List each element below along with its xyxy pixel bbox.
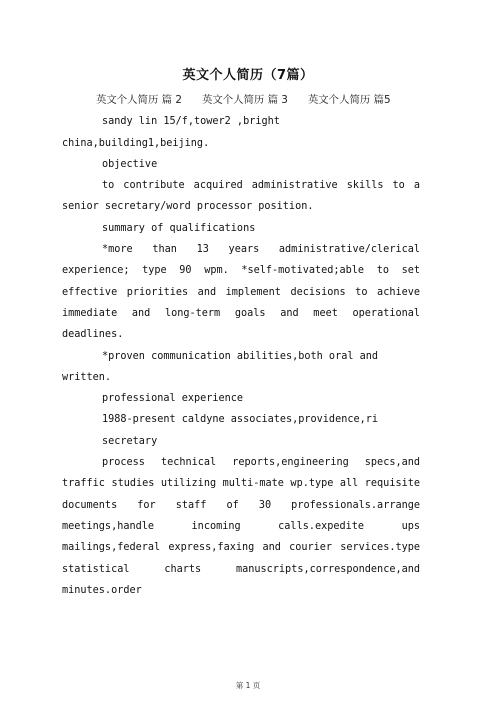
related-link-2[interactable]: 英文个人简历 篇 2 xyxy=(96,94,182,106)
paragraph-address: sandy lin 15/f,tower2 ,bright china,building1,beijing. xyxy=(62,116,280,149)
paragraph-job-title: secretary xyxy=(102,435,158,447)
page-title: 英文个人简历（7篇） xyxy=(182,68,314,83)
paragraph-objective: to contribute acquired administrative skills to a senior secretary/word processor position. xyxy=(62,180,420,213)
paragraph-duties: process technical reports,engineering specs,and traffic studies utilizing multi-mate wp.type all requisite documents for staff of 30 professionals.arrange meetings,handle incoming calls.expedite ups mailings,federal express,faxing and courier services.type statistical charts manuscripts,correspondence,and minutes.order xyxy=(62,457,420,596)
related-link-3[interactable]: 英文个人简历 篇 3 xyxy=(201,94,288,106)
paragraph-summary: *more than 13 years administrative/clerical experience; type 90 wpm. *self-motivated;able to set effective priorities and implement decisions to achieve immediate and long-term goals and meet operational deadlines. xyxy=(62,244,420,341)
related-link-5[interactable]: 英文个人简历 篇5 xyxy=(307,94,391,106)
paragraph-communication: *proven communication abilities,both oral and written. xyxy=(62,350,379,383)
document-body xyxy=(62,90,420,601)
related-links xyxy=(62,90,420,111)
paragraph-employer: 1988-present caldyne associates,providence,ri xyxy=(102,414,379,426)
paragraph-experience-heading: professional experience xyxy=(102,393,244,405)
paragraph-summary-heading: summary of qualifications xyxy=(102,222,256,234)
page-number: 第 1 页 xyxy=(235,681,261,690)
paragraph-objective-heading: objective xyxy=(102,158,158,170)
